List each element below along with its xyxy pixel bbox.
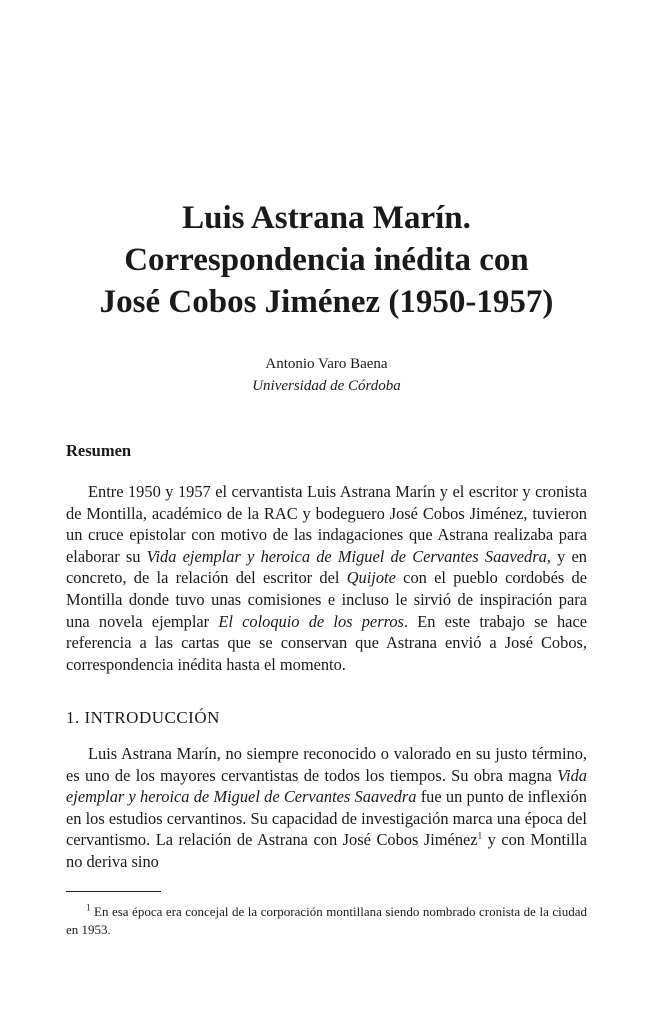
abstract-heading: Resumen [66, 441, 132, 460]
abstract-italic-1: Vida ejemplar y heroica de Miguel de Cervantes Saavedra, [146, 546, 551, 566]
abstract-text-1: Entre 1950 y 1957 el cervantista Luis Astrana Marín y el escritor y cronista de Montilla, académico de la RAC y bodeguero José Cobos Jiménez, tuvieron un cruce epistolar con motivo de las indagaciones que Astrana realizaba para elaborar su [66, 482, 587, 566]
section-heading: 1. INTRODUCCIÓN [66, 708, 220, 727]
abstract-italic-2: Quijote [346, 568, 396, 588]
article-title [66, 197, 587, 323]
footnote-number: 1 [86, 902, 91, 913]
abstract-paragraph [66, 481, 587, 675]
author-name: Antonio Varo Baena [265, 356, 388, 372]
author-block [66, 353, 587, 397]
title-line-3: José Cobos Jiménez (1950-1957) [99, 284, 554, 320]
footnote-text: En esa época era concejal de la corporación montillana siendo nombrado cronista de la ciudad en 1953. [66, 904, 587, 937]
intro-text-3: y con Montilla no deriva sino [66, 830, 587, 871]
intro-text-2: fue un punto de inflexión en los estudios cervantinos. Su capacidad de investigación marca una época del cervantismo. La relación de Astrana con José Cobos Jiménez [66, 787, 587, 850]
intro-italic-1: Vida ejemplar y heroica de Miguel de Cervantes Saavedra [66, 765, 587, 807]
footnote-reference: 1 [477, 830, 483, 841]
title-line-2: Correspondencia inédita con [124, 242, 529, 278]
abstract-text-2: y en concreto, de la relación del escritor del [66, 546, 587, 588]
footnote [66, 903, 587, 939]
intro-text-1: Luis Astrana Marín, no siempre reconocido o valorado en su justo término, es uno de los mayores cervantistas de todos los tiempos. Su obra magna [66, 744, 587, 785]
abstract-italic-3: El coloquio de los perros [218, 611, 404, 631]
footnote-divider [66, 891, 161, 892]
title-line-1: Luis Astrana Marín. [182, 200, 471, 236]
author-affiliation: Universidad de Córdoba [252, 378, 401, 394]
abstract-text-3: con el pueblo cordobés de Montilla donde tuvo unas comisiones e incluso le sirvió de inspiración para una novela ejemplar [66, 568, 588, 631]
intro-paragraph [66, 743, 587, 873]
abstract-text-4: . En este trabajo se hace referencia a las cartas que se conservan que Astrana envió a José Cobos, correspondencia inédita hasta el momento. [66, 611, 587, 674]
